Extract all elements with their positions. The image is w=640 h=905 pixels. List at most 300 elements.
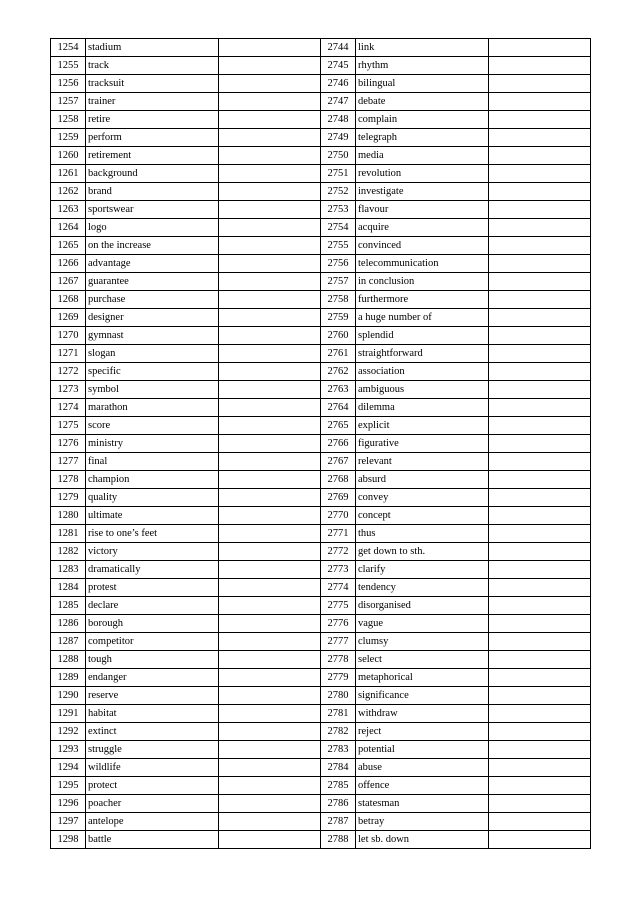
right-entry-number: 2749: [321, 129, 356, 147]
right-entry-word: debate: [356, 93, 489, 111]
right-entry-number: 2753: [321, 201, 356, 219]
left-blank-cell: [219, 75, 321, 93]
table-row: [51, 615, 591, 633]
left-entry-number: 1293: [51, 741, 86, 759]
left-entry-number: 1281: [51, 525, 86, 543]
left-entry-number: 1286: [51, 615, 86, 633]
right-blank-cell: [489, 723, 591, 741]
table-row: [51, 705, 591, 723]
right-entry-number: 2748: [321, 111, 356, 129]
left-entry-number: 1290: [51, 687, 86, 705]
left-blank-cell: [219, 471, 321, 489]
left-blank-cell: [219, 777, 321, 795]
right-blank-cell: [489, 399, 591, 417]
right-entry-number: 2756: [321, 255, 356, 273]
left-blank-cell: [219, 255, 321, 273]
right-blank-cell: [489, 273, 591, 291]
right-entry-word: clarify: [356, 561, 489, 579]
left-entry-number: 1269: [51, 309, 86, 327]
left-entry-word: guarantee: [86, 273, 219, 291]
right-entry-number: 2764: [321, 399, 356, 417]
left-entry-number: 1262: [51, 183, 86, 201]
right-entry-word: concept: [356, 507, 489, 525]
right-entry-number: 2782: [321, 723, 356, 741]
table-row: [51, 291, 591, 309]
table-row: [51, 57, 591, 75]
left-entry-number: 1259: [51, 129, 86, 147]
right-entry-word: acquire: [356, 219, 489, 237]
right-entry-number: 2760: [321, 327, 356, 345]
table-row: [51, 93, 591, 111]
right-entry-word: statesman: [356, 795, 489, 813]
right-entry-number: 2788: [321, 831, 356, 849]
left-entry-number: 1275: [51, 417, 86, 435]
right-entry-number: 2744: [321, 39, 356, 57]
table-row: [51, 273, 591, 291]
left-blank-cell: [219, 381, 321, 399]
right-blank-cell: [489, 615, 591, 633]
right-blank-cell: [489, 147, 591, 165]
right-blank-cell: [489, 651, 591, 669]
left-blank-cell: [219, 57, 321, 75]
left-entry-number: 1280: [51, 507, 86, 525]
left-blank-cell: [219, 327, 321, 345]
left-entry-word: reserve: [86, 687, 219, 705]
right-blank-cell: [489, 597, 591, 615]
right-blank-cell: [489, 525, 591, 543]
left-blank-cell: [219, 93, 321, 111]
table-row: [51, 525, 591, 543]
right-entry-word: relevant: [356, 453, 489, 471]
left-entry-word: track: [86, 57, 219, 75]
right-entry-number: 2752: [321, 183, 356, 201]
right-entry-number: 2780: [321, 687, 356, 705]
left-entry-number: 1282: [51, 543, 86, 561]
right-blank-cell: [489, 579, 591, 597]
table-row: [51, 687, 591, 705]
right-entry-word: let sb. down: [356, 831, 489, 849]
right-entry-word: select: [356, 651, 489, 669]
table-row: [51, 633, 591, 651]
left-entry-number: 1288: [51, 651, 86, 669]
right-entry-number: 2787: [321, 813, 356, 831]
right-entry-word: flavour: [356, 201, 489, 219]
right-entry-word: splendid: [356, 327, 489, 345]
table-row: [51, 543, 591, 561]
left-entry-word: sportswear: [86, 201, 219, 219]
left-blank-cell: [219, 759, 321, 777]
left-blank-cell: [219, 399, 321, 417]
left-entry-word: dramatically: [86, 561, 219, 579]
right-blank-cell: [489, 75, 591, 93]
table-row: [51, 453, 591, 471]
left-blank-cell: [219, 561, 321, 579]
right-blank-cell: [489, 759, 591, 777]
right-entry-number: 2767: [321, 453, 356, 471]
right-entry-number: 2747: [321, 93, 356, 111]
left-blank-cell: [219, 363, 321, 381]
left-blank-cell: [219, 831, 321, 849]
table-row: [51, 237, 591, 255]
left-entry-number: 1279: [51, 489, 86, 507]
table-row: [51, 723, 591, 741]
right-blank-cell: [489, 57, 591, 75]
right-entry-number: 2786: [321, 795, 356, 813]
right-blank-cell: [489, 813, 591, 831]
left-blank-cell: [219, 615, 321, 633]
right-blank-cell: [489, 183, 591, 201]
right-entry-word: thus: [356, 525, 489, 543]
left-blank-cell: [219, 651, 321, 669]
left-blank-cell: [219, 165, 321, 183]
right-blank-cell: [489, 471, 591, 489]
left-blank-cell: [219, 453, 321, 471]
left-entry-number: 1254: [51, 39, 86, 57]
left-entry-word: wildlife: [86, 759, 219, 777]
right-blank-cell: [489, 687, 591, 705]
right-entry-number: 2754: [321, 219, 356, 237]
right-blank-cell: [489, 795, 591, 813]
table-row: [51, 795, 591, 813]
left-entry-number: 1256: [51, 75, 86, 93]
right-blank-cell: [489, 93, 591, 111]
right-blank-cell: [489, 705, 591, 723]
left-blank-cell: [219, 741, 321, 759]
right-entry-word: telecommunication: [356, 255, 489, 273]
left-entry-number: 1276: [51, 435, 86, 453]
left-entry-word: stadium: [86, 39, 219, 57]
left-entry-word: tough: [86, 651, 219, 669]
left-entry-word: perform: [86, 129, 219, 147]
right-blank-cell: [489, 417, 591, 435]
right-entry-number: 2781: [321, 705, 356, 723]
right-entry-number: 2771: [321, 525, 356, 543]
left-entry-number: 1278: [51, 471, 86, 489]
left-entry-word: ministry: [86, 435, 219, 453]
left-blank-cell: [219, 597, 321, 615]
left-entry-word: tracksuit: [86, 75, 219, 93]
left-entry-number: 1260: [51, 147, 86, 165]
left-blank-cell: [219, 795, 321, 813]
left-entry-word: retirement: [86, 147, 219, 165]
right-entry-word: convinced: [356, 237, 489, 255]
left-blank-cell: [219, 219, 321, 237]
left-entry-number: 1277: [51, 453, 86, 471]
right-entry-number: 2777: [321, 633, 356, 651]
right-blank-cell: [489, 777, 591, 795]
right-entry-word: a huge number of: [356, 309, 489, 327]
left-entry-word: protect: [86, 777, 219, 795]
vocabulary-table-body: [51, 39, 591, 849]
right-blank-cell: [489, 831, 591, 849]
right-blank-cell: [489, 507, 591, 525]
left-blank-cell: [219, 291, 321, 309]
left-blank-cell: [219, 723, 321, 741]
left-entry-word: declare: [86, 597, 219, 615]
right-blank-cell: [489, 327, 591, 345]
right-entry-word: disorganised: [356, 597, 489, 615]
right-entry-number: 2778: [321, 651, 356, 669]
right-entry-word: investigate: [356, 183, 489, 201]
left-blank-cell: [219, 183, 321, 201]
left-blank-cell: [219, 345, 321, 363]
left-entry-word: advantage: [86, 255, 219, 273]
right-blank-cell: [489, 165, 591, 183]
right-entry-word: metaphorical: [356, 669, 489, 687]
left-blank-cell: [219, 417, 321, 435]
left-entry-number: 1289: [51, 669, 86, 687]
table-row: [51, 111, 591, 129]
right-blank-cell: [489, 633, 591, 651]
right-entry-number: 2750: [321, 147, 356, 165]
left-blank-cell: [219, 579, 321, 597]
right-entry-word: reject: [356, 723, 489, 741]
table-row: [51, 75, 591, 93]
right-entry-number: 2772: [321, 543, 356, 561]
right-entry-word: explicit: [356, 417, 489, 435]
right-entry-number: 2774: [321, 579, 356, 597]
right-entry-word: vague: [356, 615, 489, 633]
left-entry-word: habitat: [86, 705, 219, 723]
right-entry-word: clumsy: [356, 633, 489, 651]
right-entry-word: figurative: [356, 435, 489, 453]
right-entry-number: 2751: [321, 165, 356, 183]
left-entry-number: 1285: [51, 597, 86, 615]
right-entry-number: 2759: [321, 309, 356, 327]
left-entry-word: final: [86, 453, 219, 471]
right-entry-word: convey: [356, 489, 489, 507]
right-entry-word: association: [356, 363, 489, 381]
table-row: [51, 309, 591, 327]
left-entry-word: quality: [86, 489, 219, 507]
right-blank-cell: [489, 669, 591, 687]
right-entry-word: dilemma: [356, 399, 489, 417]
right-entry-word: absurd: [356, 471, 489, 489]
right-entry-number: 2769: [321, 489, 356, 507]
left-entry-word: slogan: [86, 345, 219, 363]
right-entry-word: rhythm: [356, 57, 489, 75]
left-entry-word: champion: [86, 471, 219, 489]
right-entry-number: 2765: [321, 417, 356, 435]
table-row: [51, 669, 591, 687]
vocabulary-page: [50, 38, 590, 849]
table-row: [51, 327, 591, 345]
right-blank-cell: [489, 489, 591, 507]
right-entry-word: revolution: [356, 165, 489, 183]
left-entry-word: endanger: [86, 669, 219, 687]
right-blank-cell: [489, 561, 591, 579]
left-entry-word: borough: [86, 615, 219, 633]
right-entry-word: abuse: [356, 759, 489, 777]
right-blank-cell: [489, 543, 591, 561]
left-entry-word: on the increase: [86, 237, 219, 255]
left-entry-word: trainer: [86, 93, 219, 111]
left-entry-word: background: [86, 165, 219, 183]
right-entry-word: potential: [356, 741, 489, 759]
table-row: [51, 201, 591, 219]
table-row: [51, 345, 591, 363]
left-entry-number: 1294: [51, 759, 86, 777]
right-entry-word: ambiguous: [356, 381, 489, 399]
right-entry-word: tendency: [356, 579, 489, 597]
right-blank-cell: [489, 453, 591, 471]
left-entry-word: score: [86, 417, 219, 435]
left-blank-cell: [219, 669, 321, 687]
table-row: [51, 381, 591, 399]
table-row: [51, 165, 591, 183]
left-entry-number: 1295: [51, 777, 86, 795]
table-row: [51, 417, 591, 435]
right-entry-number: 2785: [321, 777, 356, 795]
right-entry-number: 2755: [321, 237, 356, 255]
left-entry-word: extinct: [86, 723, 219, 741]
table-row: [51, 741, 591, 759]
table-row: [51, 507, 591, 525]
left-entry-number: 1258: [51, 111, 86, 129]
right-entry-number: 2746: [321, 75, 356, 93]
left-blank-cell: [219, 543, 321, 561]
right-entry-word: media: [356, 147, 489, 165]
right-entry-word: in conclusion: [356, 273, 489, 291]
right-blank-cell: [489, 309, 591, 327]
right-blank-cell: [489, 129, 591, 147]
right-blank-cell: [489, 255, 591, 273]
left-entry-word: specific: [86, 363, 219, 381]
left-blank-cell: [219, 201, 321, 219]
right-entry-number: 2766: [321, 435, 356, 453]
right-entry-number: 2745: [321, 57, 356, 75]
left-blank-cell: [219, 705, 321, 723]
right-blank-cell: [489, 201, 591, 219]
left-entry-number: 1267: [51, 273, 86, 291]
left-entry-number: 1272: [51, 363, 86, 381]
right-blank-cell: [489, 219, 591, 237]
table-row: [51, 489, 591, 507]
left-entry-word: rise to one’s feet: [86, 525, 219, 543]
table-row: [51, 39, 591, 57]
table-row: [51, 561, 591, 579]
right-blank-cell: [489, 435, 591, 453]
left-entry-word: victory: [86, 543, 219, 561]
left-entry-number: 1298: [51, 831, 86, 849]
left-entry-word: poacher: [86, 795, 219, 813]
left-entry-number: 1273: [51, 381, 86, 399]
table-row: [51, 255, 591, 273]
left-entry-number: 1291: [51, 705, 86, 723]
left-entry-number: 1297: [51, 813, 86, 831]
left-entry-word: brand: [86, 183, 219, 201]
left-entry-word: competitor: [86, 633, 219, 651]
left-blank-cell: [219, 813, 321, 831]
left-entry-number: 1264: [51, 219, 86, 237]
right-entry-number: 2757: [321, 273, 356, 291]
left-blank-cell: [219, 273, 321, 291]
table-row: [51, 777, 591, 795]
left-entry-number: 1257: [51, 93, 86, 111]
table-row: [51, 219, 591, 237]
table-row: [51, 129, 591, 147]
left-entry-word: protest: [86, 579, 219, 597]
left-blank-cell: [219, 237, 321, 255]
left-entry-word: antelope: [86, 813, 219, 831]
table-row: [51, 579, 591, 597]
right-blank-cell: [489, 291, 591, 309]
table-row: [51, 759, 591, 777]
right-entry-number: 2770: [321, 507, 356, 525]
left-blank-cell: [219, 39, 321, 57]
left-entry-number: 1283: [51, 561, 86, 579]
right-blank-cell: [489, 111, 591, 129]
table-row: [51, 831, 591, 849]
right-entry-number: 2763: [321, 381, 356, 399]
left-entry-number: 1287: [51, 633, 86, 651]
right-entry-word: straightforward: [356, 345, 489, 363]
right-blank-cell: [489, 381, 591, 399]
left-entry-number: 1274: [51, 399, 86, 417]
table-row: [51, 651, 591, 669]
right-entry-number: 2773: [321, 561, 356, 579]
left-entry-number: 1255: [51, 57, 86, 75]
table-row: [51, 597, 591, 615]
table-row: [51, 813, 591, 831]
right-entry-number: 2783: [321, 741, 356, 759]
left-blank-cell: [219, 525, 321, 543]
left-entry-number: 1261: [51, 165, 86, 183]
left-entry-word: ultimate: [86, 507, 219, 525]
left-entry-word: retire: [86, 111, 219, 129]
table-row: [51, 399, 591, 417]
left-entry-number: 1268: [51, 291, 86, 309]
right-entry-word: furthermore: [356, 291, 489, 309]
left-entry-word: designer: [86, 309, 219, 327]
right-entry-number: 2762: [321, 363, 356, 381]
right-entry-number: 2776: [321, 615, 356, 633]
left-entry-word: gymnast: [86, 327, 219, 345]
right-entry-number: 2784: [321, 759, 356, 777]
right-blank-cell: [489, 741, 591, 759]
right-entry-number: 2761: [321, 345, 356, 363]
right-blank-cell: [489, 39, 591, 57]
table-row: [51, 147, 591, 165]
right-entry-word: offence: [356, 777, 489, 795]
left-entry-word: purchase: [86, 291, 219, 309]
right-blank-cell: [489, 237, 591, 255]
left-entry-word: marathon: [86, 399, 219, 417]
left-blank-cell: [219, 309, 321, 327]
left-entry-number: 1263: [51, 201, 86, 219]
left-blank-cell: [219, 435, 321, 453]
right-entry-word: complain: [356, 111, 489, 129]
right-entry-number: 2758: [321, 291, 356, 309]
left-blank-cell: [219, 507, 321, 525]
right-entry-number: 2768: [321, 471, 356, 489]
left-entry-number: 1265: [51, 237, 86, 255]
right-entry-word: bilingual: [356, 75, 489, 93]
right-entry-word: get down to sth.: [356, 543, 489, 561]
left-entry-number: 1270: [51, 327, 86, 345]
right-entry-number: 2779: [321, 669, 356, 687]
right-blank-cell: [489, 363, 591, 381]
right-entry-word: withdraw: [356, 705, 489, 723]
right-entry-word: betray: [356, 813, 489, 831]
right-entry-word: link: [356, 39, 489, 57]
table-row: [51, 471, 591, 489]
left-entry-word: logo: [86, 219, 219, 237]
left-entry-word: battle: [86, 831, 219, 849]
left-blank-cell: [219, 111, 321, 129]
vocabulary-table: [50, 38, 591, 849]
left-entry-word: symbol: [86, 381, 219, 399]
